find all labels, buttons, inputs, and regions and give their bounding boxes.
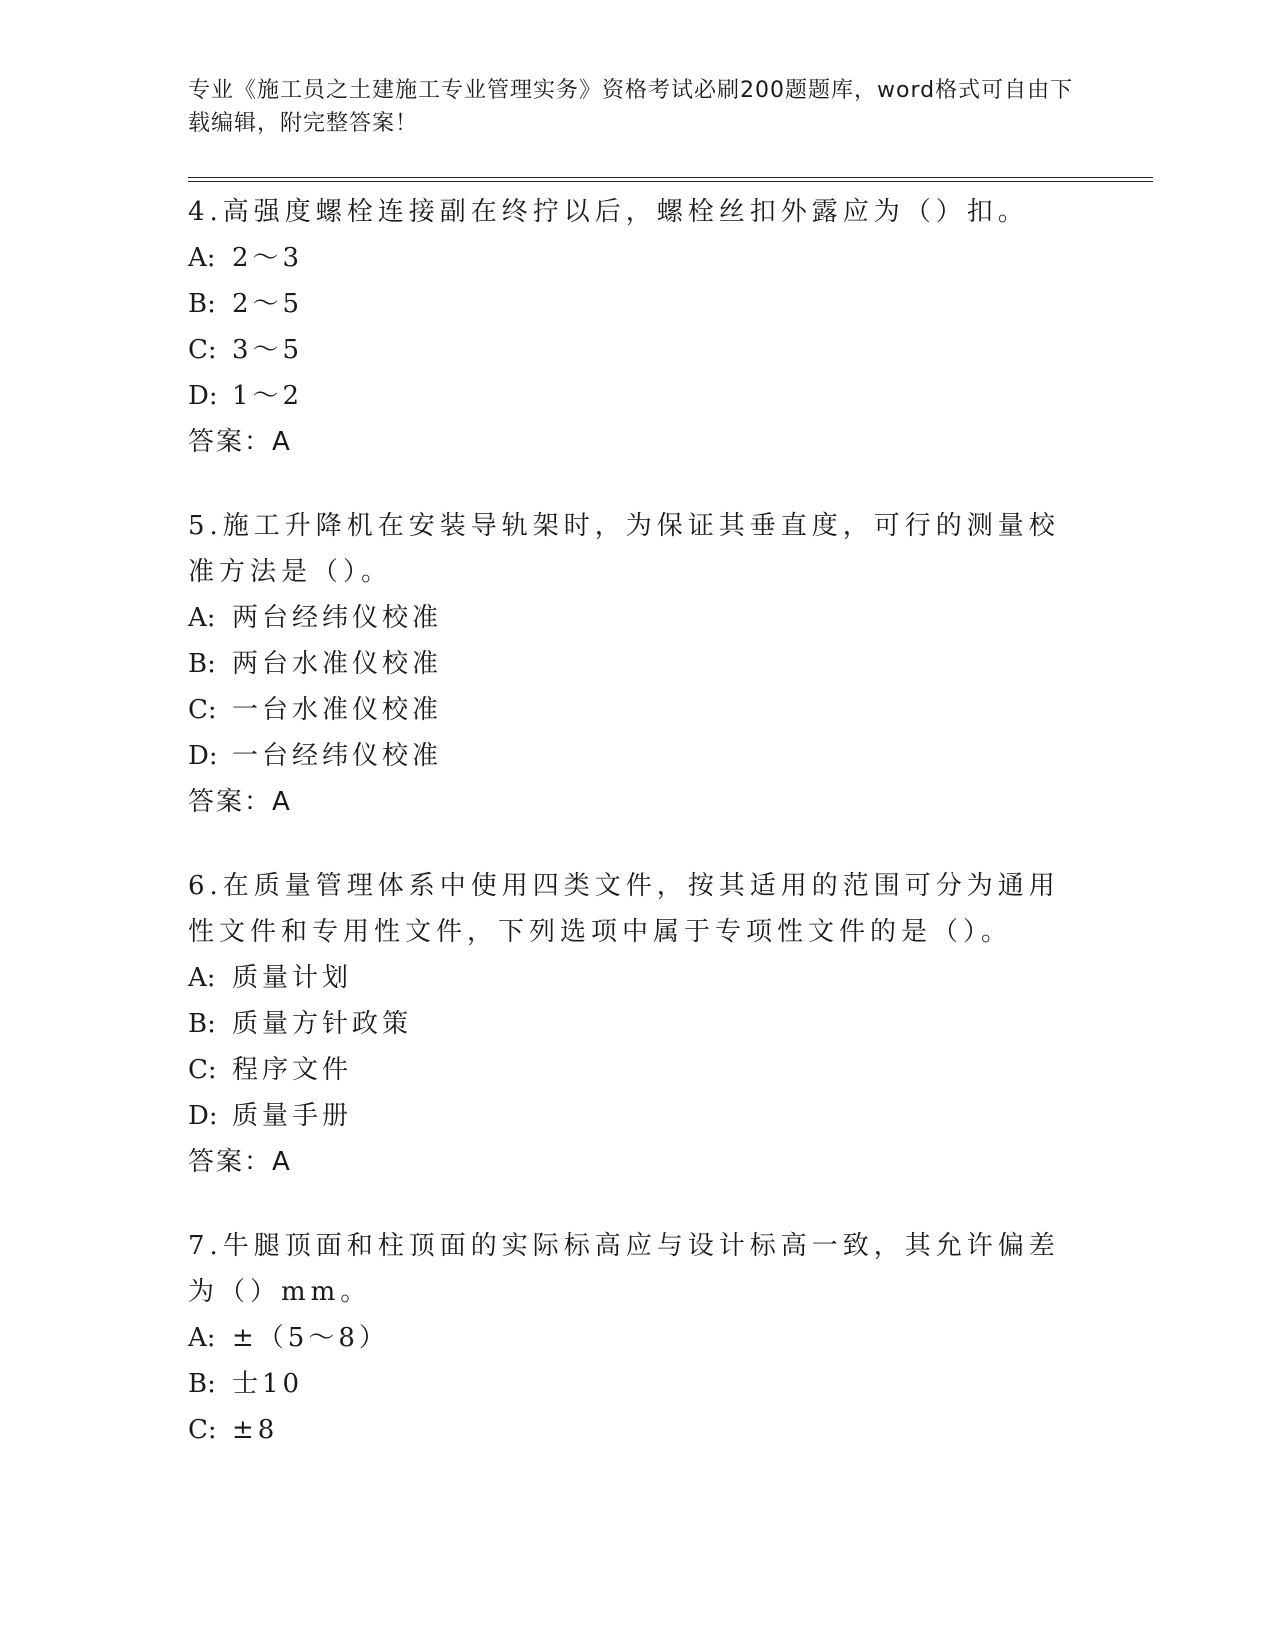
option-text: 2～3 [232, 243, 304, 273]
answer: 答案：A [188, 427, 292, 457]
option-key: B: [188, 649, 216, 679]
option-c [188, 1047, 1068, 1093]
option-b [188, 1001, 1068, 1047]
header-divider-top [188, 177, 1153, 178]
option-a [188, 235, 1068, 281]
option-key: D: [188, 381, 218, 411]
question-title: 5.施工升降机在安装导轨架时，为保证其垂直度，可行的测量校准方法是（）。 [188, 511, 1060, 587]
option-key: C: [188, 335, 217, 365]
question-5 [188, 503, 1068, 825]
option-d [188, 373, 1068, 419]
option-key: B: [188, 1009, 216, 1039]
question-list [188, 189, 1068, 1491]
option-key: D: [188, 741, 218, 771]
option-key: C: [188, 1415, 217, 1445]
option-text: 质量计划 [232, 963, 353, 993]
option-text: 一台经纬仪校准 [232, 741, 443, 771]
option-b [188, 281, 1068, 327]
option-c [188, 327, 1068, 373]
option-b [188, 641, 1068, 687]
option-c [188, 1407, 1068, 1453]
option-text: 1～2 [232, 381, 304, 411]
option-text: 程序文件 [232, 1055, 353, 1085]
option-text: 一台水准仪校准 [232, 695, 443, 725]
option-text: 两台水准仪校准 [232, 649, 443, 679]
option-d [188, 733, 1068, 779]
option-text: 质量手册 [232, 1101, 353, 1131]
option-key: B: [188, 1369, 216, 1399]
header-text: 专业《施工员之土建施工专业管理实务》资格考试必刷200题题库，word格式可自由下载编辑，附完整答案！ [188, 78, 1074, 136]
option-d [188, 1093, 1068, 1139]
option-key: B: [188, 289, 216, 319]
option-key: A: [188, 603, 216, 633]
header-divider-bottom [188, 181, 1153, 182]
question-7 [188, 1223, 1068, 1453]
option-b [188, 1361, 1068, 1407]
option-key: A: [188, 243, 216, 273]
question-4 [188, 189, 1068, 465]
document-header [188, 74, 1088, 140]
option-text: ±8 [232, 1415, 279, 1445]
question-6 [188, 863, 1068, 1185]
option-text: 质量方针政策 [232, 1009, 413, 1039]
question-title: 4.高强度螺栓连接副在终拧以后，螺栓丝扣外露应为（）扣。 [188, 197, 1029, 227]
option-a [188, 955, 1068, 1001]
option-a [188, 595, 1068, 641]
option-key: A: [188, 963, 216, 993]
option-text: 两台经纬仪校准 [232, 603, 443, 633]
option-key: D: [188, 1101, 218, 1131]
option-text: 2～5 [232, 289, 304, 319]
option-key: C: [188, 695, 217, 725]
option-a [188, 1315, 1068, 1361]
option-text: 士10 [232, 1369, 304, 1399]
answer: 答案：A [188, 787, 292, 817]
option-key: C: [188, 1055, 217, 1085]
answer: 答案：A [188, 1147, 292, 1177]
option-key: A: [188, 1323, 216, 1353]
question-title: 6.在质量管理体系中使用四类文件，按其适用的范围可分为通用性文件和专用性文件，下列选项中属于专项性文件的是（）。 [188, 871, 1060, 947]
option-text: ±（5～8） [232, 1323, 389, 1353]
option-c [188, 687, 1068, 733]
option-text: 3～5 [232, 335, 304, 365]
question-title: 7.牛腿顶面和柱顶面的实际标高应与设计标高一致，其允许偏差为（）mm。 [188, 1231, 1060, 1307]
